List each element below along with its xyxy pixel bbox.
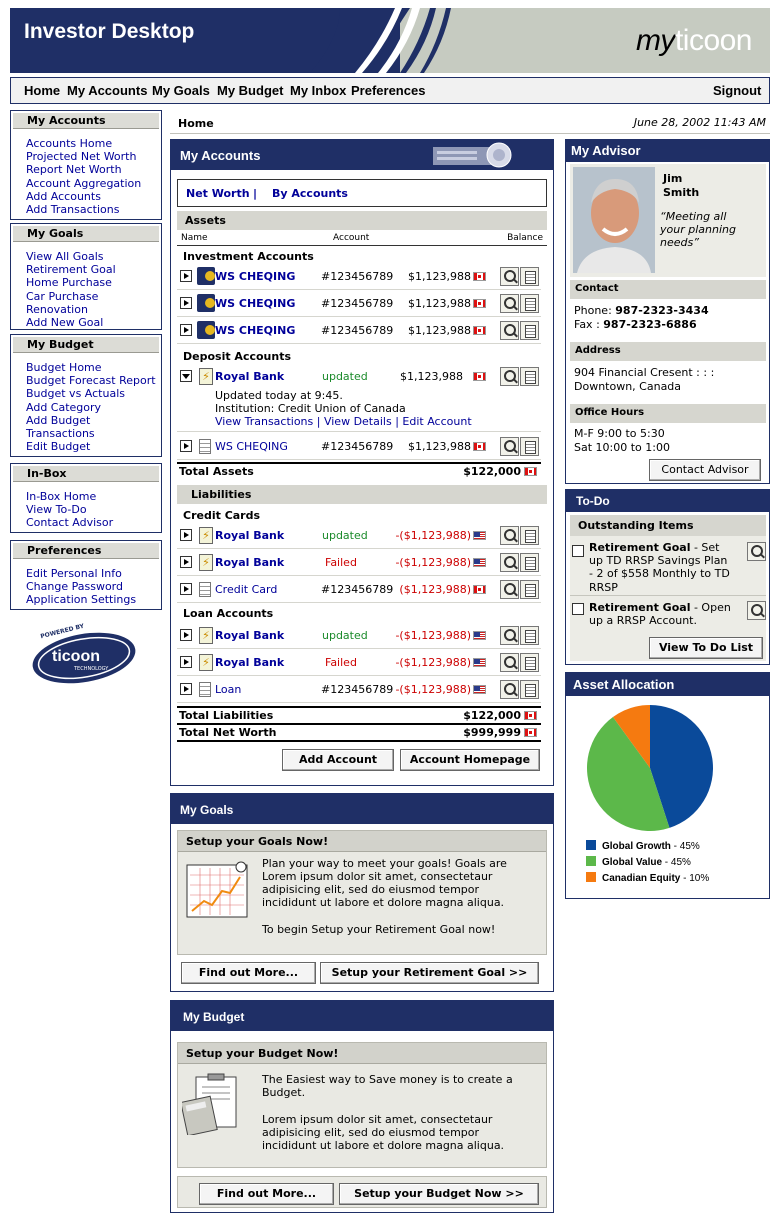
magnifier-icon[interactable]: [500, 267, 519, 286]
royal-bank-expanded-row: [177, 364, 541, 432]
account-number: #123456789: [321, 324, 394, 337]
account-number: #123456789: [321, 440, 394, 453]
account-action-links: [215, 415, 472, 428]
fax-label: Fax :: [574, 318, 600, 331]
coin-icon: [197, 294, 215, 312]
hours-saturday: Sat 10:00 to 1:00: [574, 441, 670, 454]
budget-setup-box: [177, 1042, 547, 1168]
magnifier-icon[interactable]: [500, 367, 519, 386]
sidebar-link[interactable]: Retirement Goal: [26, 263, 116, 277]
nav-my-accounts[interactable]: My Accounts: [67, 83, 148, 98]
sidebar-link[interactable]: Contact Advisor: [26, 516, 114, 530]
account-balance: -($1,123,988): [395, 556, 471, 569]
header-banner: [10, 8, 770, 73]
canada-flag-icon: [473, 326, 486, 335]
my-advisor-panel: [565, 139, 770, 484]
notes-icon[interactable]: [520, 294, 539, 313]
magnifier-icon[interactable]: [500, 626, 519, 645]
legend-value: - 45%: [662, 857, 691, 868]
todo-checkbox[interactable]: [572, 545, 584, 557]
account-balance: $1,123,988: [408, 440, 471, 453]
expand-arrow-icon[interactable]: [180, 324, 192, 336]
canada-flag-icon: [473, 272, 486, 281]
view-transactions-link[interactable]: View Transactions: [215, 415, 314, 428]
expand-arrow-icon[interactable]: [180, 529, 192, 541]
legend-label: Canadian Equity: [602, 873, 681, 884]
magnifier-icon[interactable]: [500, 653, 519, 672]
status-failed: Failed: [325, 556, 357, 569]
canada-flag-icon: [473, 299, 486, 308]
sidebar-link[interactable]: View All Goals: [26, 250, 104, 263]
budget-text-2: Budget.: [262, 1086, 306, 1099]
column-headers: [177, 232, 547, 246]
total-assets-value: $122,000: [463, 465, 521, 478]
document-icon: [199, 682, 211, 697]
goals-text-5: To begin Setup your Retirement Goal now!: [262, 923, 496, 936]
panel-header: [566, 673, 769, 696]
table-row: [177, 291, 541, 317]
canada-flag-icon: [524, 467, 537, 476]
divider: [177, 740, 541, 742]
sidebar-link[interactable]: Account Aggregation: [26, 176, 142, 190]
signout-link[interactable]: Signout: [713, 83, 762, 98]
magnifier-icon[interactable]: [747, 542, 766, 561]
expand-arrow-icon[interactable]: [180, 629, 192, 641]
advisor-quote-3: needs”: [660, 236, 699, 249]
budget-find-out-more-button[interactable]: Find out More...: [199, 1183, 334, 1205]
my-goals-panel: [170, 793, 554, 992]
phone-line: [574, 304, 709, 317]
legend-label: Global Growth: [602, 841, 671, 852]
us-flag-icon: [473, 631, 486, 640]
hours-heading: Office Hours: [570, 404, 766, 423]
notes-icon[interactable]: [520, 553, 539, 572]
notes-icon[interactable]: [520, 367, 539, 386]
my-accounts-panel: [170, 139, 554, 786]
collapse-arrow-icon[interactable]: [180, 370, 192, 382]
magnifier-icon[interactable]: [747, 601, 766, 620]
legend-label: Global Value: [602, 857, 663, 868]
lightning-icon: ⚡: [199, 527, 213, 544]
magnifier-icon[interactable]: [500, 437, 519, 456]
sidebar-link[interactable]: Transactions: [26, 427, 95, 441]
canada-flag-icon: [473, 372, 486, 381]
legend-item: [586, 840, 700, 852]
table-row: [177, 577, 541, 603]
expand-arrow-icon[interactable]: [180, 583, 192, 595]
budget-text-3: Lorem ipsum dolor sit amet, consectetaur: [262, 1113, 493, 1126]
table-row: [177, 318, 541, 344]
legend-swatch: [586, 872, 596, 882]
deposit-heading: Deposit Accounts: [183, 350, 292, 363]
edit-account-link[interactable]: Edit Account: [402, 415, 472, 428]
institution-info: Institution: Credit Union of Canada: [215, 402, 406, 415]
notes-icon[interactable]: [520, 321, 539, 340]
account-balance: $1,123,988: [408, 270, 471, 283]
advisor-quote-1: “Meeting all: [660, 210, 727, 223]
address-line-2: Downtown, Canada: [574, 380, 682, 393]
lightning-icon: ⚡: [199, 554, 213, 571]
todo-item: Retirement Goal - Set up TD RRSP Savings Plan - 2 of $558 Monthly to TD RRSP: [589, 541, 730, 594]
account-view-tabs: [177, 179, 547, 207]
sidebar-inbox: [10, 463, 162, 533]
sidebar-my-accounts: [10, 110, 162, 220]
investment-heading: Investment Accounts: [183, 250, 314, 263]
nav-home[interactable]: Home: [24, 83, 61, 98]
total-liabilities-label: Total Liabilities: [179, 709, 274, 722]
account-name[interactable]: Royal Bank: [215, 556, 285, 569]
notes-icon[interactable]: [520, 437, 539, 456]
account-number: #123456789: [321, 297, 394, 310]
account-name[interactable]: Royal Bank: [215, 529, 285, 542]
myticoon-logo: myticoon: [635, 24, 752, 57]
sidebar-link[interactable]: Edit Budget: [26, 440, 91, 454]
contact-advisor-button[interactable]: Contact Advisor: [649, 459, 761, 481]
expand-arrow-icon[interactable]: [180, 656, 192, 668]
account-name[interactable]: Royal Bank: [215, 370, 285, 383]
asset-allocation-panel: [565, 672, 770, 899]
table-row: [177, 677, 541, 703]
my-budget-panel: [170, 1000, 554, 1213]
account-number: #123456789: [321, 270, 394, 283]
account-name[interactable]: Credit Card: [215, 583, 278, 596]
table-row: [177, 550, 541, 576]
legend-item: [586, 856, 691, 868]
sidebar-link[interactable]: Projected Net Worth: [26, 150, 137, 164]
us-flag-icon: [473, 658, 486, 667]
account-balance: $1,123,988: [408, 324, 471, 337]
goals-subheading: Setup your Goals Now!: [178, 831, 546, 852]
table-row: [177, 434, 541, 460]
todo-checkbox[interactable]: [572, 603, 584, 615]
account-homepage-button[interactable]: Account Homepage: [400, 749, 540, 771]
hours-weekday: M-F 9:00 to 5:30: [574, 427, 665, 440]
nav-my-inbox[interactable]: My Inbox: [290, 83, 347, 98]
lightning-icon: ⚡: [199, 368, 213, 385]
account-name[interactable]: WS CHEQING: [215, 270, 296, 283]
account-balance: $1,123,988: [400, 370, 463, 383]
notes-icon[interactable]: [520, 526, 539, 545]
col-name: Name: [181, 233, 208, 243]
lightning-icon: ⚡: [199, 627, 213, 644]
account-balance: -($1,123,988): [395, 656, 471, 669]
legend-item: [586, 872, 709, 884]
breadcrumb: Home: [178, 117, 214, 130]
total-liabilities-row: [177, 706, 541, 723]
allocation-pie-chart: [566, 697, 769, 837]
account-name[interactable]: Royal Bank: [215, 629, 285, 642]
panel-header: [566, 490, 769, 512]
sidebar-heading: In-Box: [13, 466, 159, 482]
account-name[interactable]: WS CHEQING: [215, 440, 288, 453]
fax-line: [574, 318, 697, 331]
legend-value: - 10%: [680, 873, 710, 884]
expand-arrow-icon[interactable]: [180, 270, 192, 282]
address-heading: Address: [570, 342, 766, 361]
expand-arrow-icon[interactable]: [180, 556, 192, 568]
liabilities-heading: Liabilities: [177, 485, 547, 504]
expand-arrow-icon[interactable]: [180, 297, 192, 309]
document-icon: [199, 439, 211, 454]
tab-separator: |: [253, 187, 258, 200]
sidebar-link[interactable]: Add Accounts: [26, 189, 101, 203]
sidebar-heading: My Accounts: [13, 113, 159, 129]
advisor-first-name: Jim: [663, 172, 683, 185]
notes-icon[interactable]: [520, 580, 539, 599]
goals-text-1: Plan your way to meet your goals! Goals are: [262, 857, 507, 870]
sidebar-heading: My Goals: [13, 226, 159, 242]
sidebar-heading: My Budget: [13, 337, 159, 353]
sidebar-link[interactable]: Add Transactions: [26, 203, 120, 217]
calculator-clipboard-icon: [182, 1073, 242, 1135]
panel-title: My Budget: [183, 1010, 245, 1024]
budget-text-5: incididunt ut labore et dolore magna aliqua.: [262, 1139, 505, 1152]
sidebar-my-goals: [10, 223, 162, 330]
current-date: June 28, 2002 11:43 AM: [633, 116, 766, 129]
advisor-last-name: Smith: [663, 186, 700, 199]
account-number: #123456789: [321, 583, 394, 596]
advisor-quote-2: your planning: [660, 223, 736, 236]
setup-budget-button[interactable]: Setup your Budget Now >>: [339, 1183, 539, 1205]
total-net-worth-value: $999,999: [463, 726, 521, 739]
sidebar-link[interactable]: Budget vs Actuals: [26, 387, 125, 401]
account-balance: -($1,123,988): [395, 529, 471, 542]
contact-heading: Contact: [570, 280, 766, 299]
status-updated: updated: [322, 370, 368, 383]
col-balance: Balance: [507, 233, 543, 243]
budget-subheading: Setup your Budget Now!: [178, 1043, 546, 1064]
sidebar-heading: Preferences: [13, 543, 159, 559]
link-separator: |: [391, 415, 403, 428]
sidebar-link[interactable]: In-Box Home: [26, 490, 97, 503]
sidebar-link[interactable]: Budget Forecast Report: [26, 374, 156, 388]
sidebar-link[interactable]: Accounts Home: [26, 137, 113, 150]
fax-number: 987-2323-6886: [603, 318, 697, 331]
document-icon: [199, 582, 211, 597]
sidebar-link[interactable]: Add New Goal: [26, 316, 104, 330]
panel-title: To-Do: [576, 494, 610, 508]
sidebar-my-budget: [10, 334, 162, 457]
app-title: Investor Desktop: [24, 20, 195, 43]
todo-item: Retirement Goal - Open up a RRSP Account.: [589, 601, 731, 628]
outstanding-heading: Outstanding Items: [570, 515, 766, 536]
panel-title: My Advisor: [571, 143, 641, 158]
canada-flag-icon: [524, 711, 537, 720]
canada-flag-icon: [473, 585, 486, 594]
sidebar-link[interactable]: Edit Personal Info: [26, 567, 122, 580]
magnifier-icon[interactable]: [500, 294, 519, 313]
status-updated: updated: [322, 629, 368, 642]
notes-icon[interactable]: [520, 680, 539, 699]
phone-label: Phone:: [574, 304, 612, 317]
panel-title: My Goals: [180, 803, 234, 817]
goals-text-4: incididunt ut labore et dolore magna aliqua.: [262, 896, 505, 909]
us-flag-icon: [473, 685, 486, 694]
table-row: [177, 523, 541, 549]
total-assets-label: Total Assets: [179, 465, 254, 478]
notes-icon[interactable]: [520, 626, 539, 645]
goals-text-3: adipisicing elit, sed do eiusmod tempor: [262, 883, 480, 896]
sidebar-link[interactable]: Car Purchase: [26, 289, 99, 303]
add-account-button[interactable]: Add Account: [282, 749, 394, 771]
address-line-1: 904 Financial Cresent : : :: [574, 366, 715, 379]
credit-cards-heading: Credit Cards: [183, 509, 261, 522]
total-net-worth-label: Total Net Worth: [179, 726, 277, 739]
magnifier-icon[interactable]: [500, 580, 519, 599]
loan-heading: Loan Accounts: [183, 607, 274, 620]
status-updated: updated: [322, 529, 368, 542]
panel-title: My Accounts: [180, 148, 261, 163]
account-name[interactable]: WS CHEQING: [215, 297, 296, 310]
goals-text-2: Lorem ipsum dolor sit amet, consectetaur: [262, 870, 493, 883]
divider: [570, 595, 766, 596]
total-liabilities-value: $122,000: [463, 709, 521, 722]
sidebar-link[interactable]: Home Purchase: [26, 276, 112, 290]
notes-icon[interactable]: [520, 653, 539, 672]
account-balance: -($1,123,988): [395, 683, 471, 696]
safe-dial-icon: [433, 141, 513, 169]
legend-swatch: [586, 856, 596, 866]
col-account: Account: [333, 233, 370, 243]
canada-flag-icon: [524, 728, 537, 737]
magnifier-icon[interactable]: [500, 680, 519, 699]
budget-text-1: The Easiest way to Save money is to create a: [262, 1073, 513, 1086]
coin-icon: [197, 267, 215, 285]
account-name[interactable]: Royal Bank: [215, 656, 285, 669]
tab-net-worth[interactable]: Net Worth: [186, 187, 250, 200]
sidebar-link[interactable]: Add Category: [26, 400, 102, 414]
table-row: [177, 650, 541, 676]
goals-setup-box: [177, 830, 547, 955]
table-row: [177, 623, 541, 649]
magnifier-icon[interactable]: [500, 526, 519, 545]
phone-number: 987-2323-3434: [615, 304, 709, 317]
magnifier-icon[interactable]: [500, 321, 519, 340]
sidebar-link[interactable]: Renovation: [26, 302, 88, 316]
setup-retirement-goal-button[interactable]: Setup your Retirement Goal >>: [320, 962, 539, 984]
account-balance: -($1,123,988): [395, 629, 471, 642]
todo-panel: [565, 489, 770, 665]
sidebar-link[interactable]: Application Settings: [26, 593, 137, 607]
us-flag-icon: [473, 531, 486, 540]
canada-flag-icon: [473, 442, 486, 451]
main-nav: [10, 77, 770, 104]
nav-preferences[interactable]: Preferences: [351, 83, 426, 98]
powered-by-ticoon-logo: POWERED BY ticoon TECHNOLOGY: [30, 626, 138, 686]
advisor-photo: [573, 167, 655, 273]
budget-text-4: adipisicing elit, sed do eiusmod tempor: [262, 1126, 480, 1139]
sidebar-link[interactable]: Budget Home: [26, 361, 102, 374]
account-name[interactable]: WS CHEQING: [215, 324, 296, 337]
total-net-worth-row: [177, 723, 541, 740]
growth-chart-icon: [186, 861, 252, 919]
sidebar-link[interactable]: Change Password: [26, 580, 123, 594]
nav-my-goals[interactable]: My Goals: [152, 83, 210, 98]
goals-find-out-more-button[interactable]: Find out More...: [181, 962, 316, 984]
sidebar-link[interactable]: View To-Do: [26, 503, 87, 517]
sidebar-link[interactable]: Report Net Worth: [26, 163, 122, 177]
assets-heading: Assets: [177, 211, 547, 230]
coin-icon: [197, 321, 215, 339]
sidebar-link[interactable]: Add Budget: [26, 413, 91, 427]
expand-arrow-icon[interactable]: [180, 440, 192, 452]
view-details-link[interactable]: View Details: [323, 415, 392, 428]
legend-value: - 45%: [670, 841, 700, 852]
expand-arrow-icon[interactable]: [180, 683, 192, 695]
lightning-icon: ⚡: [199, 654, 213, 671]
update-info: Updated today at 9:45.: [215, 389, 343, 402]
total-assets-row: [177, 462, 541, 479]
panel-title: Asset Allocation: [573, 677, 675, 692]
table-row: [177, 264, 541, 290]
panel-header: [171, 1001, 553, 1031]
legend-swatch: [586, 840, 596, 850]
us-flag-icon: [473, 558, 486, 567]
account-name[interactable]: Loan: [215, 683, 242, 696]
tab-by-accounts[interactable]: By Accounts: [272, 187, 348, 200]
status-failed: Failed: [325, 656, 357, 669]
nav-my-budget[interactable]: My Budget: [217, 83, 284, 98]
view-todo-list-button[interactable]: View To Do List: [649, 637, 763, 659]
account-balance: $1,123,988: [408, 297, 471, 310]
link-separator: |: [313, 415, 324, 428]
sidebar-preferences: [10, 540, 162, 610]
magnifier-icon[interactable]: [500, 553, 519, 572]
account-balance: ($1,123,988): [399, 583, 471, 596]
notes-icon[interactable]: [520, 267, 539, 286]
panel-header: [171, 794, 553, 824]
panel-header: [566, 140, 769, 162]
account-number: #123456789: [321, 683, 394, 696]
